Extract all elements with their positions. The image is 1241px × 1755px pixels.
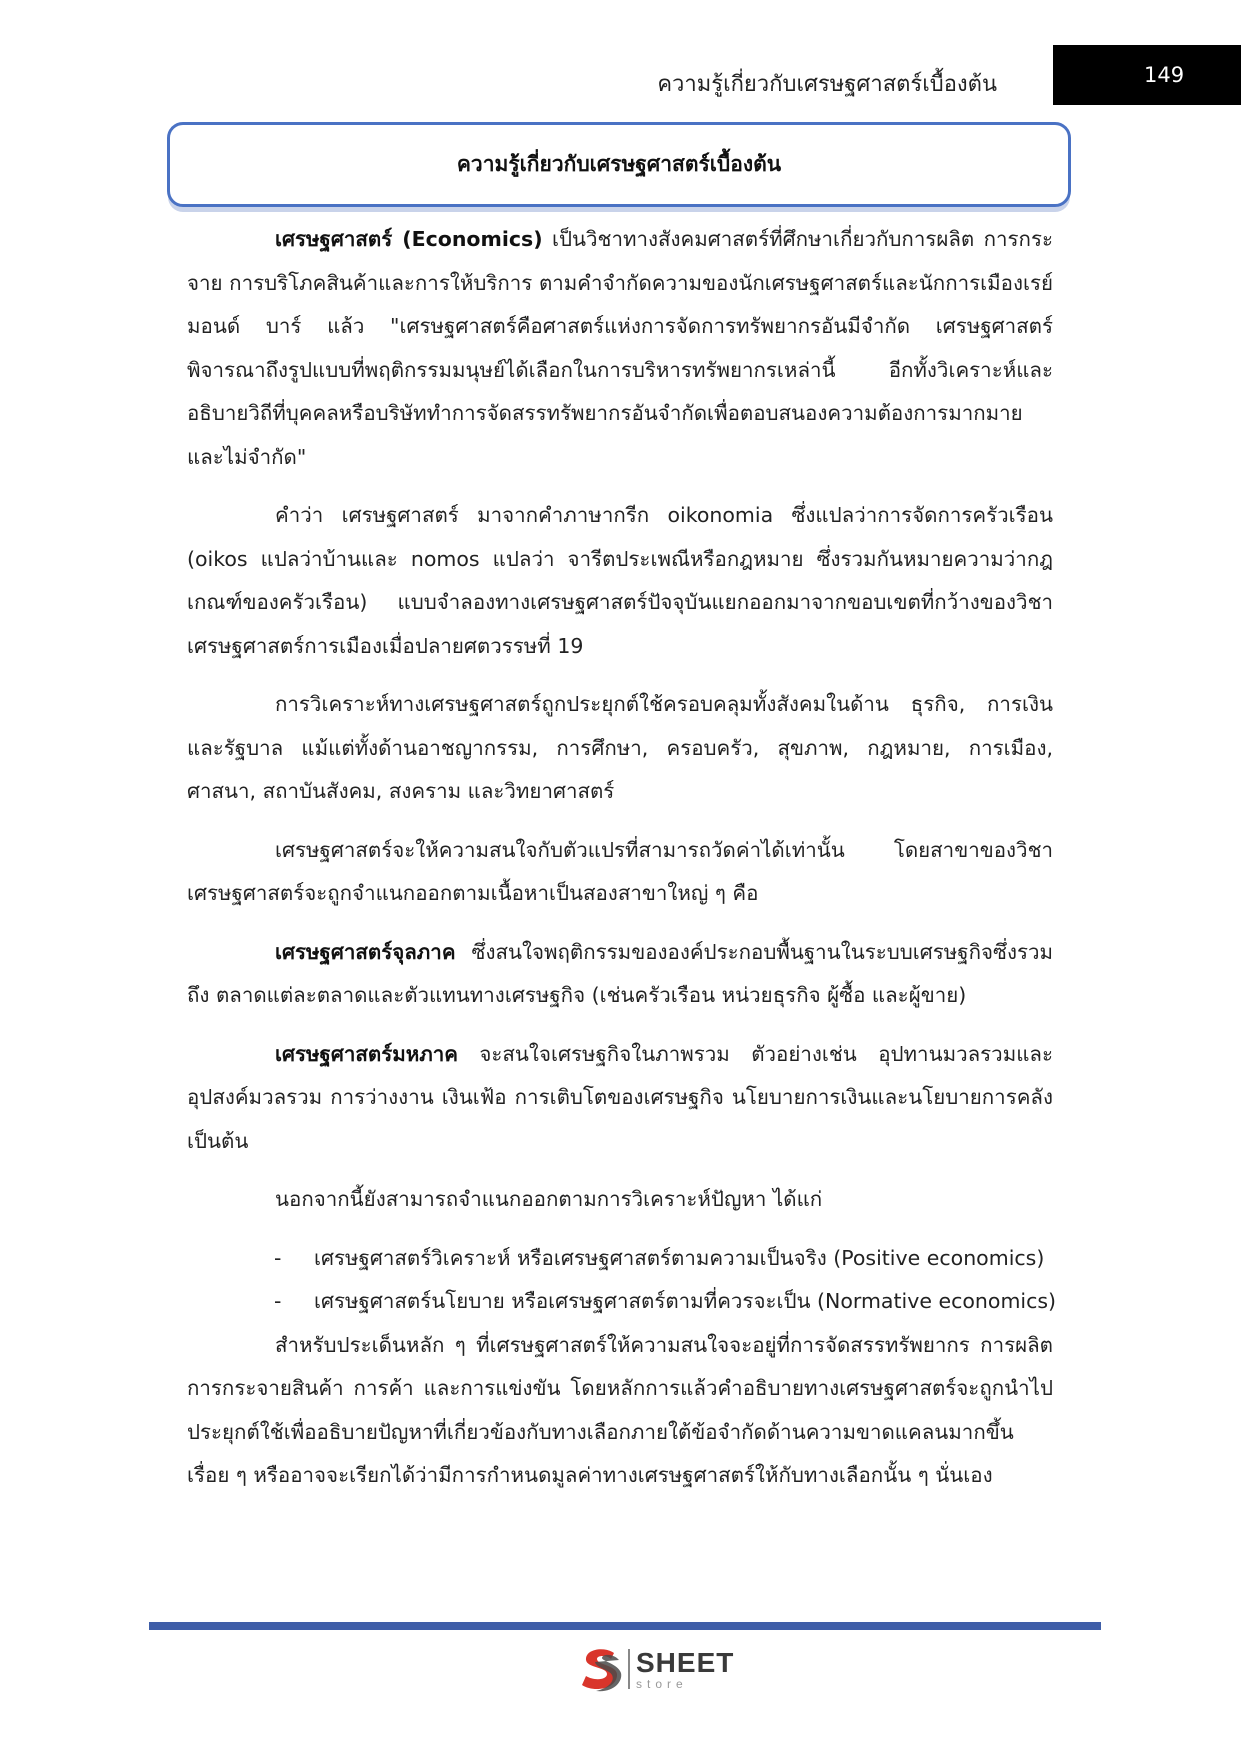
paragraph-analysis-types: นอกจากนี้ยังสามารถจำแนกออกตามการวิเคราะห์ปัญหา ได้แก่ (275, 1187, 823, 1211)
list-item (187, 1237, 1053, 1281)
title-box (167, 122, 1071, 207)
logo-subword: store (636, 1676, 688, 1691)
sheet-store-logo (574, 1643, 744, 1695)
paragraph-macroeconomics-text: จะสนใจเศรษฐกิจในภาพรวม ตัวอย่างเช่น อุปทานมวลรวมและอุปสงค์มวลรวม การว่างงาน เงินเฟ้อ การเติบโตของเศรษฐกิจ นโยบายการเงินและนโยบายการคลัง เป็นต้น (187, 1041, 1053, 1153)
body-text (187, 218, 1057, 1513)
logo-text (636, 1646, 735, 1691)
term-macroeconomics: เศรษฐศาสตร์มหภาค (275, 1041, 458, 1066)
bullet-positive-economics: เศรษฐศาสตร์วิเคราะห์ หรือเศรษฐศาสตร์ตามความเป็นจริง (Positive economics) (314, 1245, 1045, 1270)
sheet-store-logo-icon (574, 1643, 626, 1695)
running-header-title: ความรู้เกี่ยวกับเศรษฐศาสตร์เบื้องต้น (657, 72, 997, 97)
bullet-normative-economics: เศรษฐศาสตร์นโยบาย หรือเศรษฐศาสตร์ตามที่ควรจะเป็น (Normative economics) (314, 1289, 1057, 1313)
logo-word: SHEET (636, 1646, 735, 1678)
paragraph-branches: เศรษฐศาสตร์จะให้ความสนใจกับตัวแปรที่สามารถวัดค่าได้เท่านั้น โดยสาขาของวิชาเศรษฐศาสตร์จะถูกจำแนกออกตามเนื้อหาเป็นสองสาขาใหญ่ ๆ คือ (187, 837, 1053, 905)
page-title: ความรู้เกี่ยวกับเศรษฐศาสตร์เบื้องต้น (456, 152, 782, 176)
footer-rule (149, 1622, 1101, 1630)
paragraph-applications: การวิเคราะห์ทางเศรษฐศาสตร์ถูกประยุกต์ใช้ครอบคลุมทั้งสังคมในด้าน ธุรกิจ, การเงิน และรัฐบาล แม้แต่ทั้งด้านอาชญากรรม, การศึกษา, ครอบครัว, สุขภาพ, กฎหมาย, การเมือง, ศาสนา, สถาบันสังคม, สงคราม และวิทยาศาสตร์ (187, 692, 1053, 803)
list-item (187, 1280, 1057, 1324)
paragraph-etymology: คำว่า เศรษฐศาสตร์ มาจากคำภาษากรีก oikonomia ซึ่งแปลว่าการจัดการครัวเรือน (oikos แปลว่าบ้านและ nomos แปลว่า จารีตประเพณีหรือกฎหมาย ซึ่งรวมกันหมายความว่ากฎเกณฑ์ของครัวเรือน) แบบจำลองทางเศรษฐศาสตร์ปัจจุบันแยกออกมาจากขอบเขตที่กว้างของวิชาเศรษฐศาสตร์การเมืองเมื่อปลายศตวรรษที่ 19 (187, 503, 1053, 658)
bullet-dash: - (274, 1245, 282, 1270)
page-number: 149 (1053, 45, 1241, 105)
paragraph-definition-text: เป็นวิชาทางสังคมศาสตร์ที่ศึกษาเกี่ยวกับการผลิต การกระจาย การบริโภคสินค้าและการให้บริการ ตามคำจำกัดความของนักเศรษฐศาสตร์และนักการเมืองเรย์มอนด์ บาร์ แล้ว "เศรษฐศาสตร์คือศาสตร์แห่งการจัดการทรัพยากรอันมีจำกัด เศรษฐศาสตร์พิจารณาถึงรูปแบบที่พฤติกรรมมนุษย์ได้เลือกในการบริหารทรัพยากรเหล่านี้ อีกทั้งวิเคราะห์และอธิบายวิถีที่บุคคลหรือบริษัททำการจัดสรรทรัพยากรอันจำกัดเพื่อตอบสนองความต้องการมากมายและไม่จำกัด" (187, 227, 1053, 469)
bullet-dash: - (274, 1289, 282, 1313)
paragraph-microeconomics-text: ซึ่งสนใจพฤติกรรมขององค์ประกอบพื้นฐานในระบบเศรษฐกิจซึ่งรวมถึง ตลาดแต่ละตลาดและตัวแทนทางเศรษฐกิจ (เช่นครัวเรือน หน่วยธุรกิจ ผู้ซื้อ และผู้ขาย) (187, 939, 1053, 1007)
paragraph-microeconomics (187, 931, 1053, 1018)
term-economics: เศรษฐศาสตร์ (Economics) (275, 227, 543, 251)
term-microeconomics: เศรษฐศาสตร์จุลภาค (275, 939, 456, 964)
paragraph-definition (187, 218, 1053, 479)
logo-divider (628, 1649, 630, 1689)
paragraph-macroeconomics (187, 1033, 1053, 1164)
paragraph-main-issues: สำหรับประเด็นหลัก ๆ ที่เศรษฐศาสตร์ให้ความสนใจจะอยู่ที่การจัดสรรทรัพยากร การผลิต การกระจายสินค้า การค้า และการแข่งขัน โดยหลักการแล้วคำอธิบายทางเศรษฐศาสตร์จะถูกนำไปประยุกต์ใช้เพื่ออธิบายปัญหาที่เกี่ยวข้องกับทางเลือกภายใต้ข้อจำกัดด้านความขาดแคลนมากขึ้นเรื่อย ๆ หรืออาจจะเรียกได้ว่ามีการกำหนดมูลค่าทางเศรษฐศาสตร์ให้กับทางเลือกนั้น ๆ นั่นเอง (187, 1332, 1053, 1487)
